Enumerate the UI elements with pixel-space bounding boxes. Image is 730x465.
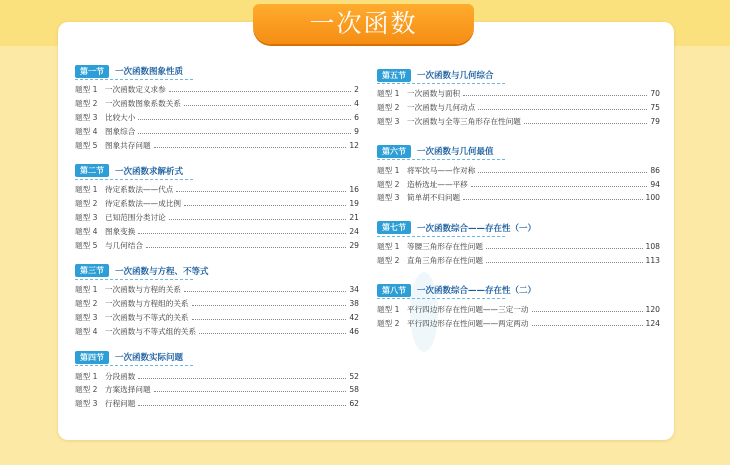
dot-leader [199, 333, 346, 334]
contents-entry[interactable] [377, 163, 660, 177]
section-title: 一次函数实际问题 [115, 353, 184, 364]
entry-page-number: 34 [349, 285, 359, 295]
entry-type-label: 题型 1 [75, 285, 98, 295]
page-title: 一次函数 [253, 4, 474, 44]
section-number-badge: 第五节 [377, 69, 411, 82]
entry-page-number: 38 [349, 299, 359, 309]
dot-leader [486, 262, 643, 263]
entry-type-label: 题型 4 [75, 326, 98, 336]
contents-entry[interactable] [75, 324, 359, 338]
entry-type-label: 题型 1 [75, 185, 98, 195]
entry-type-label: 题型 2 [377, 255, 400, 265]
contents-entry[interactable] [75, 224, 359, 238]
entry-title: 一次函数与方程的关系 [105, 285, 181, 295]
entry-title: 平行四边形存在性问题——两定两动 [407, 318, 529, 328]
contents-section [75, 164, 359, 252]
section-underline [75, 179, 193, 180]
dot-leader [192, 305, 347, 306]
contents-entry[interactable] [75, 183, 359, 197]
contents-entry[interactable] [75, 383, 359, 397]
section-underline [377, 236, 505, 237]
entry-type-label: 题型 2 [75, 299, 98, 309]
contents-entry[interactable] [377, 302, 660, 316]
entry-page-number: 113 [645, 255, 660, 265]
entry-page-number: 42 [349, 312, 359, 322]
entry-title: 图象综合 [105, 126, 136, 136]
section-heading [377, 221, 660, 235]
entry-type-label: 题型 4 [75, 126, 98, 136]
entry-title: 图象共存问题 [105, 140, 151, 150]
contents-entry[interactable] [75, 138, 359, 152]
section-underline [377, 83, 505, 84]
entry-type-label: 题型 3 [75, 399, 98, 409]
contents-section [75, 64, 359, 152]
contents-left-column [75, 64, 359, 411]
entry-title: 一次函数与几何动点 [407, 103, 476, 113]
contents-entry[interactable] [75, 211, 359, 225]
dot-leader [524, 123, 647, 124]
entry-title: 一次函数与不等式组的关系 [105, 326, 197, 336]
entry-page-number: 79 [650, 116, 660, 126]
contents-entry[interactable] [75, 238, 359, 252]
contents-entry[interactable] [75, 97, 359, 111]
dot-leader [478, 172, 647, 173]
contents-entry[interactable] [377, 316, 660, 330]
contents-entry[interactable] [75, 311, 359, 325]
entry-title: 简单胡不归问题 [407, 193, 461, 203]
contents-section [377, 283, 660, 330]
entry-page-number: 16 [349, 185, 359, 195]
entry-type-label: 题型 1 [377, 242, 400, 252]
entry-type-label: 题型 2 [377, 103, 400, 113]
section-underline [377, 159, 505, 160]
entry-title: 分段函数 [105, 371, 136, 381]
section-underline [377, 298, 505, 299]
contents-section [75, 350, 359, 410]
entry-page-number: 12 [349, 140, 359, 150]
entry-page-number: 94 [650, 179, 660, 189]
entry-type-label: 题型 2 [75, 385, 98, 395]
entry-type-label: 题型 2 [75, 199, 98, 209]
entry-type-label: 题型 3 [377, 116, 400, 126]
dot-leader [169, 219, 347, 220]
entry-title: 与几何结合 [105, 240, 143, 250]
contents-entry[interactable] [377, 240, 660, 254]
dot-leader [184, 291, 346, 292]
section-underline [75, 365, 193, 366]
section-title: 一次函数与方程、不等式 [115, 266, 209, 277]
contents-section [377, 144, 660, 204]
entry-page-number: 108 [645, 242, 660, 252]
dot-leader [463, 95, 647, 96]
entry-type-label: 题型 2 [75, 99, 98, 109]
entry-type-label: 题型 2 [377, 318, 400, 328]
dot-leader [486, 248, 643, 249]
contents-entry[interactable] [75, 369, 359, 383]
section-heading [75, 64, 359, 78]
contents-entry[interactable] [75, 283, 359, 297]
entry-page-number: 100 [645, 193, 660, 203]
dot-leader [532, 325, 643, 326]
section-heading [75, 164, 359, 178]
entry-title: 方案选择问题 [105, 385, 151, 395]
section-number-badge: 第一节 [75, 65, 109, 78]
entry-type-label: 题型 1 [75, 85, 98, 95]
entry-type-label: 题型 1 [377, 304, 400, 314]
entry-page-number: 58 [349, 385, 359, 395]
entry-type-label: 题型 1 [377, 165, 400, 175]
dot-leader [154, 147, 347, 148]
section-number-badge: 第六节 [377, 145, 411, 158]
section-title: 一次函数综合——存在性（二） [417, 286, 537, 297]
contents-entry[interactable] [377, 101, 660, 115]
entry-type-label: 题型 3 [75, 212, 98, 222]
section-underline [75, 79, 193, 80]
entry-page-number: 2 [354, 85, 359, 95]
dot-leader [478, 109, 647, 110]
entry-title: 一次函数图象系数关系 [105, 99, 181, 109]
entry-page-number: 24 [349, 226, 359, 236]
entry-type-label: 题型 5 [75, 240, 98, 250]
contents-section [75, 264, 359, 338]
entry-type-label: 题型 5 [75, 140, 98, 150]
dot-leader [138, 133, 351, 134]
entry-type-label: 题型 2 [377, 179, 400, 189]
section-number-badge: 第三节 [75, 264, 109, 277]
contents-entry[interactable] [75, 124, 359, 138]
contents-entry[interactable] [75, 83, 359, 97]
section-title: 一次函数图象性质 [115, 67, 184, 77]
section-heading [377, 144, 660, 158]
entry-type-label: 题型 1 [377, 89, 400, 99]
section-title: 一次函数与几何综合 [417, 71, 494, 81]
entry-type-label: 题型 3 [377, 193, 400, 203]
contents-entry[interactable] [75, 111, 359, 125]
section-number-badge: 第二节 [75, 164, 109, 177]
entry-title: 将军饮马——作对称 [407, 165, 476, 175]
entry-title: 待定系数法——代点 [105, 185, 174, 195]
dot-leader [532, 311, 643, 312]
dot-leader [138, 119, 351, 120]
entry-title: 造桥选址——平移 [407, 179, 468, 189]
section-title: 一次函数综合——存在性（一） [417, 223, 537, 234]
section-heading [75, 264, 359, 278]
section-number-badge: 第八节 [377, 284, 411, 297]
contents-right-column [377, 68, 660, 330]
entry-title: 平行四边形存在性问题——三定一动 [407, 304, 529, 314]
entry-title: 待定系数法——成比例 [105, 199, 181, 209]
contents-entry[interactable] [75, 297, 359, 311]
entry-page-number: 4 [354, 99, 359, 109]
entry-page-number: 52 [349, 371, 359, 381]
contents-entry[interactable] [377, 177, 660, 191]
entry-type-label: 题型 1 [75, 371, 98, 381]
dot-leader [154, 391, 347, 392]
entry-title: 一次函数与全等三角形存在性问题 [407, 116, 521, 126]
entry-page-number: 46 [349, 326, 359, 336]
dot-leader [463, 199, 642, 200]
entry-title: 等腰三角形存在性问题 [407, 242, 483, 252]
section-title: 一次函数求解析式 [115, 166, 184, 177]
dot-leader [192, 319, 347, 320]
entry-title: 一次函数与不等式的关系 [105, 312, 189, 322]
dot-leader [138, 378, 346, 379]
contents-section [377, 68, 660, 128]
contents-entry[interactable] [377, 254, 660, 268]
entry-title: 行程问题 [105, 399, 136, 409]
entry-page-number: 6 [354, 112, 359, 122]
contents-entry[interactable] [75, 397, 359, 411]
section-heading [75, 350, 359, 364]
entry-title: 图象变换 [105, 226, 136, 236]
dot-leader [169, 91, 351, 92]
section-number-badge: 第四节 [75, 351, 109, 364]
entry-title: 已知范围分类讨论 [105, 212, 166, 222]
entry-page-number: 62 [349, 399, 359, 409]
entry-page-number: 9 [354, 126, 359, 136]
entry-page-number: 21 [349, 212, 359, 222]
dot-leader [471, 186, 648, 187]
entry-page-number: 86 [650, 165, 660, 175]
contents-entry[interactable] [377, 115, 660, 129]
entry-page-number: 120 [645, 304, 660, 314]
dot-leader [184, 205, 346, 206]
entry-page-number: 70 [650, 89, 660, 99]
entry-page-number: 29 [349, 240, 359, 250]
entry-type-label: 题型 3 [75, 112, 98, 122]
entry-type-label: 题型 4 [75, 226, 98, 236]
section-number-badge: 第七节 [377, 221, 411, 234]
entry-title: 比较大小 [105, 112, 136, 122]
entry-title: 一次函数与方程组的关系 [105, 299, 189, 309]
dot-leader [138, 233, 346, 234]
contents-entry[interactable] [377, 87, 660, 101]
section-heading [377, 68, 660, 82]
contents-entry[interactable] [75, 197, 359, 211]
entry-page-number: 75 [650, 103, 660, 113]
section-title: 一次函数与几何最值 [417, 147, 494, 158]
entry-type-label: 题型 3 [75, 312, 98, 322]
section-underline [75, 279, 193, 280]
dot-leader [184, 105, 351, 106]
contents-section [377, 221, 660, 268]
entry-page-number: 19 [349, 199, 359, 209]
entry-title: 一次函数定义求参 [105, 85, 166, 95]
entry-title: 一次函数与面积 [407, 89, 461, 99]
dot-leader [138, 405, 346, 406]
entry-title: 直角三角形存在性问题 [407, 255, 483, 265]
contents-entry[interactable] [377, 191, 660, 205]
section-heading [377, 283, 660, 297]
dot-leader [176, 191, 346, 192]
dot-leader [146, 247, 346, 248]
entry-page-number: 124 [645, 318, 660, 328]
